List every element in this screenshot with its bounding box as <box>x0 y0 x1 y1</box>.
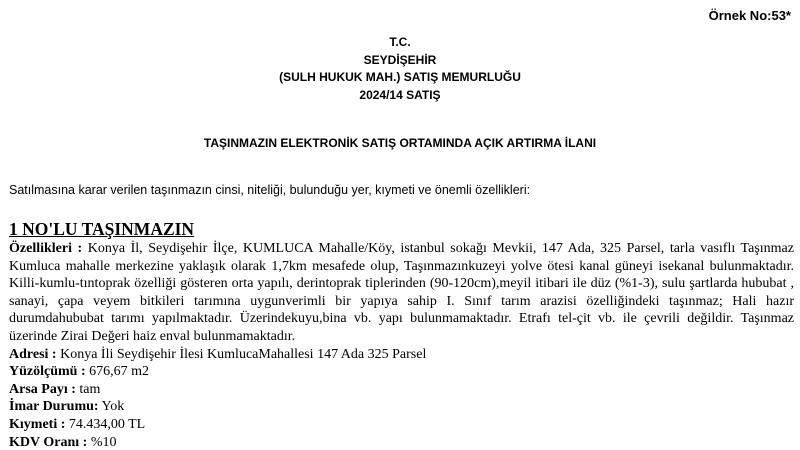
value-label: Kıymeti : <box>9 416 66 432</box>
header-line-tc: T.C. <box>389 35 411 49</box>
sample-number: Örnek No:53* <box>708 8 791 23</box>
office-header <box>0 34 800 104</box>
address-value: Konya İli Seydişehir İlesi KumlucaMahallesi 147 Ada 325 Parsel <box>56 346 427 362</box>
property-title: 1 NO'LU TAŞINMAZIN <box>9 219 195 239</box>
share-label: Arsa Payı : <box>9 381 76 397</box>
vat-row <box>9 434 794 450</box>
vat-value: %10 <box>87 434 117 450</box>
notice-title: TAŞINMAZIN ELEKTRONİK SATIŞ ORTAMINDA AÇIK ARTIRMA İLANI <box>203 136 597 150</box>
value-value: 74.434,00 TL <box>65 416 146 432</box>
header-line-city: SEYDİŞEHİR <box>363 52 437 67</box>
area-row <box>9 363 794 381</box>
features-text: Konya İl, Seydişehir İlçe, KUMLUCA Mahalle/Köy, istanbul sokağı Mevkii, 147 Ada, 325 Parsel, tarla vasıflı Taşınmaz Kumluca mahalle merkezine yaklaşık olarak 1,7km mesafede olup, Taşınmazınkuzeyi yolve ötesi kanal güneyi isekanal bulunmaktadır. Killi-kumlu-tıntoprak özelliği gösteren orta yapılı, derintoprak tiplerinden (90-120cm),meyil itibari ile düz (%1-3), sulu şartlarda hububat , sanayi, çapa veyem bitkileri tarımına uygunverimli bir yapıya sahip I. Sınıf tarım arazisi özelliğindeki taşınmaz; Hali hazır durumdahububat tarımı yapılmaktadır. Üzerindekuyu,bina vb. yapı bulunmamaktadır. Etrafı tel-çit vb. ile çevrili değildir. Taşınmaz üzerinde Zirai Değeri haiz enval bulunmamaktadır. <box>9 241 794 344</box>
features-label: Özellikleri : <box>9 241 83 256</box>
value-row <box>9 416 794 434</box>
address-label: Adresi : <box>9 346 57 362</box>
header-line-office: (SULH HUKUK MAH.) SATIŞ MEMURLUĞU <box>279 70 521 84</box>
share-row <box>9 381 794 399</box>
share-value: tam <box>75 381 101 397</box>
zoning-row <box>9 398 794 416</box>
address-row <box>9 346 794 364</box>
area-value: 676,67 m2 <box>85 364 150 380</box>
header-line-file: 2024/14 SATIŞ <box>359 87 441 102</box>
zoning-value: Yok <box>98 399 125 415</box>
area-label: Yüzölçümü : <box>9 364 86 380</box>
vat-label: KDV Oranı : <box>9 434 88 450</box>
property-section <box>9 218 794 450</box>
zoning-label: İmar Durumu: <box>9 399 99 415</box>
intro-text: Satılmasına karar verilen taşınmazın cinsi, niteliği, bulunduğu yer, kıymeti ve önemli özellikleri: <box>9 183 531 197</box>
property-features <box>9 240 794 346</box>
